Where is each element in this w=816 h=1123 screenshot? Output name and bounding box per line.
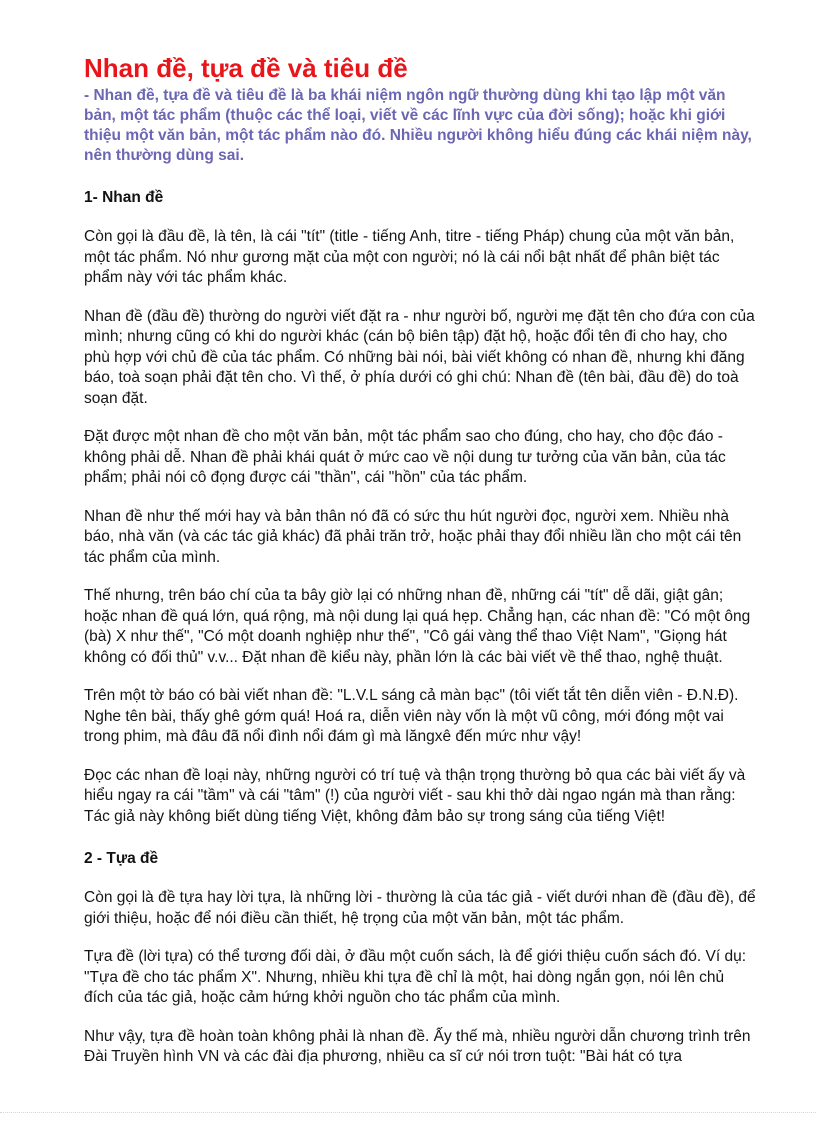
paragraph: Trên một tờ báo có bài viết nhan đề: "L.V.L sáng cả màn bạc" (tôi viết tắt tên diễn viên - Đ.N.Đ). Nghe tên bài, thấy ghê gớm quá! Hoá ra, diễn viên này vốn là một vũ công, mới đóng một vai trong phim, mà đâu đã nổi đình nổi đám gì mà lăngxê đến mức như vậy! — [84, 687, 739, 745]
paragraph: Như vậy, tựa đề hoàn toàn không phải là nhan đề. Ấy thế mà, nhiều người dẫn chương trình trên Đài Truyền hình VN và các đài địa phương, nhiều ca sĩ cứ nói trơn tuột: "Bài hát có tựa — [84, 1027, 751, 1065]
paragraph: Nhan đề (đầu đề) thường do người viết đặt ra - như người bố, người mẹ đặt tên cho đứa con của mình; nhưng cũng có khi do người khác (cán bộ biên tập) đặt hộ, hoặc đổi tên đi cho hay, cho phù hợp với chủ đề của tác phẩm. Có những bài nói, bài viết không có nhan đề, nhưng khi đăng báo, toà soạn phải đặt tên cho. Vì thế, ở phía dưới có ghi chú: Nhan đề (tên bài, đầu đề) do toà soạn đặt. — [84, 307, 755, 407]
paragraph: Nhan đề như thế mới hay và bản thân nó đã có sức thu hút người đọc, người xem. Nhiều nhà báo, nhà văn (và các tác giả khác) đã phải trăn trở, hoặc phải thay đổi nhiều lần cho một cái tên tác phẩm của mình. — [84, 507, 742, 566]
document-title: Nhan đề, tựa đề và tiêu đề — [84, 53, 408, 83]
paragraph: Còn gọi là đầu đề, là tên, là cái "tít" (title - tiếng Anh, titre - tiếng Pháp) chung của một văn bản, một tác phẩm. Nó như gương mặt của một con người; nó là cái nổi bật nhất để phân biệt tác phẩm này với tác phẩm khác. — [84, 228, 735, 286]
document-page — [84, 52, 756, 1068]
section-heading-tua-de: 2 - Tựa đề — [84, 850, 159, 867]
paragraph: Còn gọi là đề tựa hay lời tựa, là những lời - thường là của tác giả - viết dưới nhan đề (đầu đề), để giới thiệu, hoặc để nói điều cần thiết, hệ trọng của một văn bản, một tác phẩm. — [84, 889, 756, 927]
page-bottom-border — [0, 1112, 816, 1113]
document-intro: - Nhan đề, tựa đề và tiêu đề là ba khái niệm ngôn ngữ thường dùng khi tạo lập một văn bản, một tác phẩm (thuộc các thể loại, viết về các lĩnh vực của đời sống); hoặc khi giới thiệu một văn bản, một tác phẩm nào đó. Nhiều người không hiểu đúng các khái niệm này, nên thường dùng sai. — [84, 87, 752, 164]
paragraph: Thế nhưng, trên báo chí của ta bây giờ lại có những nhan đề, những cái "tít" dễ dãi, giật gân; hoặc nhan đề quá lớn, quá rộng, mà nội dung lại quá hẹp. Chẳng hạn, các nhan đề: "Có một ông (bà) X như thế", "Có một doanh nghiệp như thế", "Cô gái vàng thể thao Việt Nam", "Giọng hát không có đối thủ" v.v... Đặt nhan đề kiểu này, phần lớn là các bài viết về thể thao, nghệ thuật. — [84, 587, 751, 666]
paragraph: Tựa đề (lời tựa) có thể tương đối dài, ở đầu một cuốn sách, là để giới thiệu cuốn sách đó. Ví dụ: "Tựa đề cho tác phẩm X". Nhưng, nhiều khi tựa đề chỉ là một, hai dòng ngắn gọn, nói lên chủ đích của tác giả, hoặc cảm hứng khởi nguồn cho tác phẩm của mình. — [84, 948, 747, 1006]
paragraph: Đọc các nhan đề loại này, những người có trí tuệ và thận trọng thường bỏ qua các bài viết ấy và hiểu ngay ra cái "tầm" và cái "tâm" (!) của người viết - sau khi thở dài ngao ngán mà than rằng: Tác giả này không biết dùng tiếng Việt, không đảm bảo sự trong sáng của tiếng Việt! — [84, 766, 746, 825]
section-heading-nhan-de: 1- Nhan đề — [84, 189, 164, 206]
paragraph: Đặt được một nhan đề cho một văn bản, một tác phẩm sao cho đúng, cho hay, cho độc đáo - không phải dễ. Nhan đề phải khái quát ở mức cao về nội dung tư tưởng của văn bản, của tác phẩm; phải nói cô đọng được cái "thần", cái "hồn" của tác phẩm. — [84, 428, 726, 486]
